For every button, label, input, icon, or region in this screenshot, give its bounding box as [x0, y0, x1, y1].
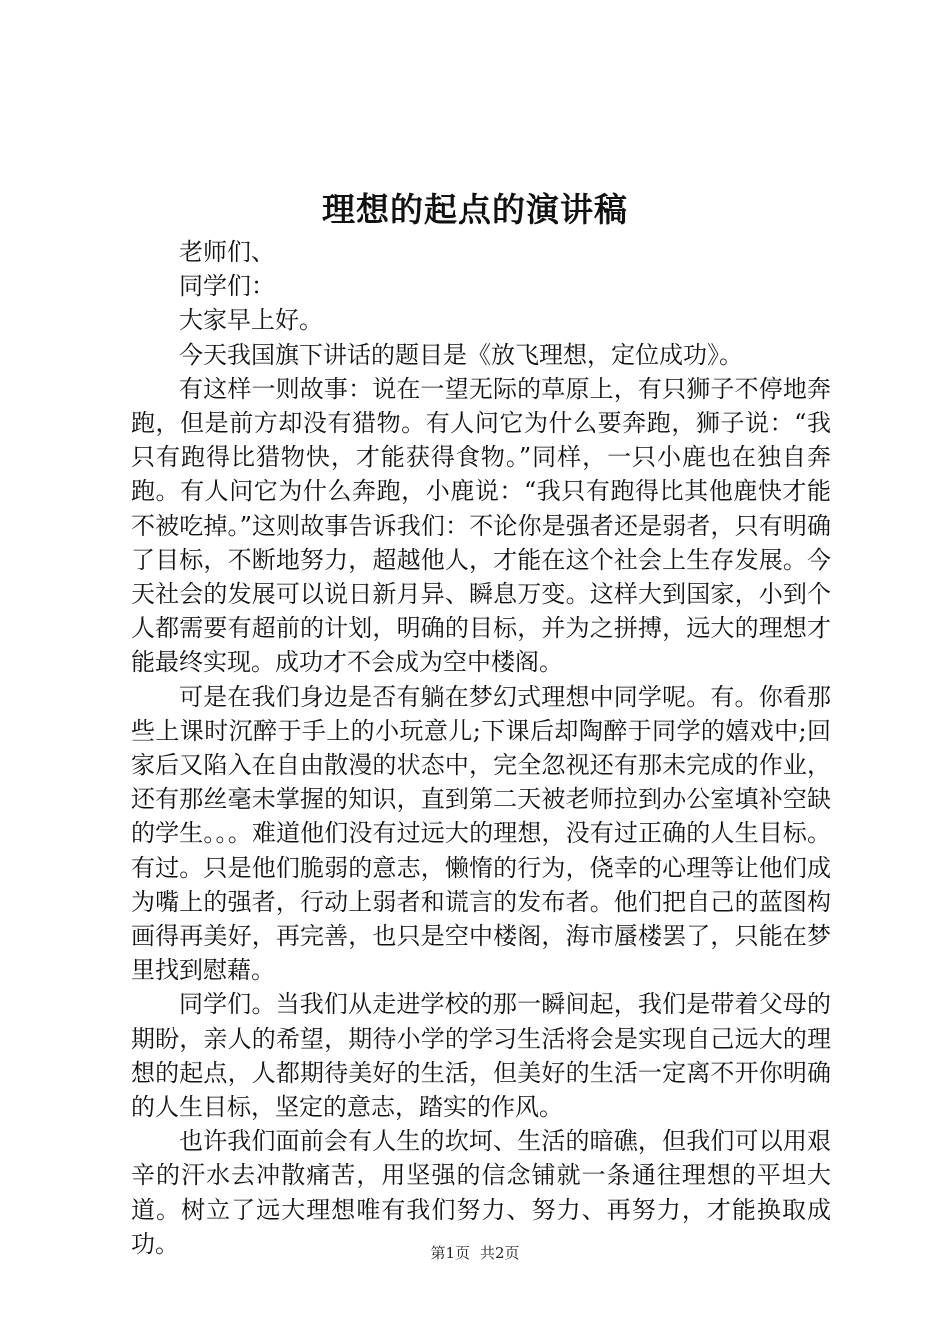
paragraph-closing: 也许我们面前会有人生的坎坷、生活的暗礁，但我们可以用艰辛的汗水去冲散痛苦，用坚强的信念铺就一条通往理想的平坦大道。树立了远大理想唯有我们努力、努力、再努力，才能换取成功。 — [131, 1127, 831, 1258]
page-number: 第1页 — [430, 1244, 470, 1262]
paragraph-greeting: 大家早上好。 — [179, 306, 323, 335]
page-total: 共2页 — [480, 1244, 520, 1262]
page-footer — [0, 1243, 950, 1263]
paragraph-topic: 今天我国旗下讲话的题目是《放飞理想，定位成功》。 — [179, 340, 743, 369]
paragraph-story: 有这样一则故事：说在一望无际的草原上，有只狮子不停地奔跑，但是前方却没有猎物。有人问它为什么要奔跑，狮子说：“我只有跑得比猎物快，才能获得食物。”同样，一只小鹿也在独自奔跑。有人问它为什么奔跑，小鹿说：“我只有跑得比其他鹿快才能不被吃掉。”这则故事告诉我们：不论你是强者还是弱者，只有明确了目标，不断地努力，超越他人，才能在这个社会上生存发展。今天社会的发展可以说日新月异、瞬息万变。这样大到国家，小到个人都需要有超前的计划，明确的目标，并为之拼搏，远大的理想才能最终实现。成功才不会成为空中楼阁。 — [131, 374, 831, 677]
paragraph-school: 同学们。当我们从走进学校的那一瞬间起，我们是带着父母的期盼，亲人的希望，期待小学的学习生活将会是实现自己远大的理想的起点，人都期待美好的生活，但美好的生活一定离不开你明确的人生目标，坚定的意志，踏实的作风。 — [131, 990, 831, 1122]
paragraph-dreamers: 可是在我们身边是否有躺在梦幻式理想中同学呢。有。你看那些上课时沉醉于手上的小玩意儿;下课后却陶醉于同学的嬉戏中;回家后又陷入在自由散漫的状态中，完全忽视还有那未完成的作业，还有那丝毫未掌握的知识，直到第二天被老师拉到办公室填补空缺的学生。。。难道他们没有过远大的理想，没有过正确的人生目标。有过。只是他们脆弱的意志，懒惰的行为，侥幸的心理等让他们成为嘴上的强者，行动上弱者和谎言的发布者。他们把自己的蓝图构画得再美好，再完善，也只是空中楼阁，海市蜃楼罢了，只能在梦里找到慰藉。 — [131, 682, 831, 985]
document-body — [131, 235, 831, 1261]
paragraph-salutation-teachers: 老师们、 — [179, 238, 275, 266]
document-title: 理想的起点的演讲稿 — [322, 190, 628, 229]
paragraph-salutation-students: 同学们： — [179, 272, 275, 301]
